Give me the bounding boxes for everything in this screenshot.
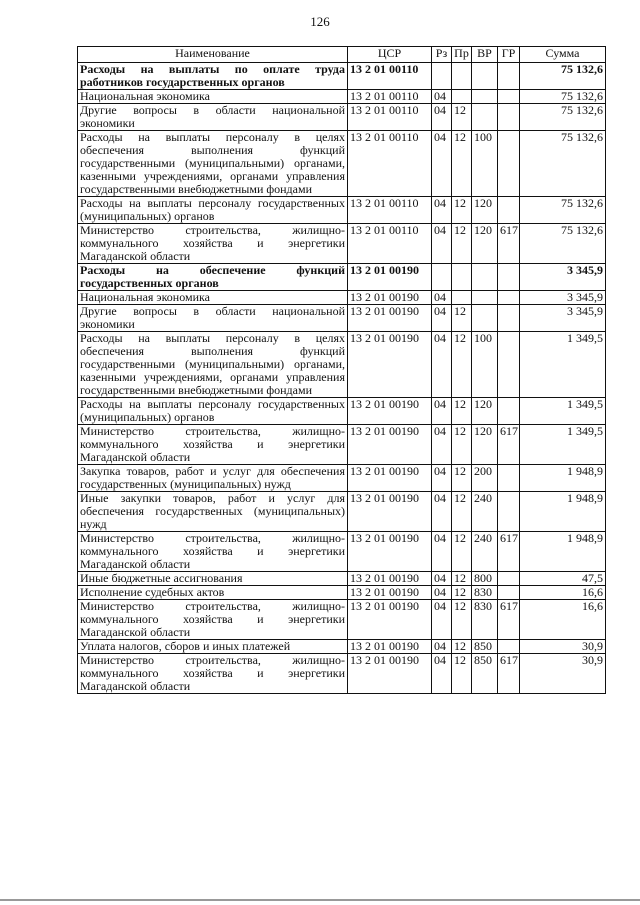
row-pr: 12 [452, 640, 472, 654]
row-gr [498, 572, 520, 586]
row-gr [498, 586, 520, 600]
row-pr: 12 [452, 398, 472, 425]
row-csr: 13 2 01 00110 [348, 90, 432, 104]
row-sum: 3 345,9 [520, 264, 606, 291]
row-vr: 120 [472, 224, 498, 264]
table-header-row [78, 47, 606, 63]
row-pr: 12 [452, 600, 472, 640]
row-vr: 100 [472, 131, 498, 197]
row-csr: 13 2 01 00190 [348, 425, 432, 465]
row-gr [498, 63, 520, 90]
column-header-pr: Пр [452, 47, 472, 63]
row-gr [498, 264, 520, 291]
page-number: 126 [310, 14, 330, 29]
row-rz: 04 [432, 465, 452, 492]
row-pr: 12 [452, 654, 472, 694]
row-csr: 13 2 01 00110 [348, 63, 432, 90]
row-csr: 13 2 01 00110 [348, 197, 432, 224]
column-header-sum: Сумма [520, 47, 606, 63]
table-row [78, 131, 606, 197]
row-name: Расходы на обеспечение функций государственных органов [78, 264, 348, 291]
row-gr [498, 465, 520, 492]
table-row [78, 465, 606, 492]
row-csr: 13 2 01 00190 [348, 640, 432, 654]
column-header-vr: ВР [472, 47, 498, 63]
row-rz: 04 [432, 492, 452, 532]
row-name: Расходы на выплаты персоналу в целях обеспечения выполнения функций государственными (муниципальными) органами, казенными учреждениями, органами управления государственными внебюджетными фондами [78, 131, 348, 197]
row-rz: 04 [432, 90, 452, 104]
row-csr: 13 2 01 00110 [348, 104, 432, 131]
row-name: Министерство строительства, жилищно-коммунального хозяйства и энергетики Магаданской области [78, 654, 348, 694]
row-vr [472, 90, 498, 104]
row-rz: 04 [432, 572, 452, 586]
row-csr: 13 2 01 00190 [348, 654, 432, 694]
table-row [78, 197, 606, 224]
row-name: Национальная экономика [78, 90, 348, 104]
row-name: Иные закупки товаров, работ и услуг для обеспечения государственных (муниципальных) нужд [78, 492, 348, 532]
row-sum: 1 948,9 [520, 465, 606, 492]
row-pr [452, 90, 472, 104]
table-row [78, 104, 606, 131]
row-gr [498, 398, 520, 425]
row-gr [498, 197, 520, 224]
row-name: Расходы на выплаты по оплате труда работников государственных органов [78, 63, 348, 90]
row-name: Министерство строительства, жилищно-коммунального хозяйства и энергетики Магаданской области [78, 425, 348, 465]
row-csr: 13 2 01 00190 [348, 586, 432, 600]
row-pr: 12 [452, 131, 472, 197]
row-gr [498, 305, 520, 332]
row-sum: 1 948,9 [520, 532, 606, 572]
row-sum: 1 948,9 [520, 492, 606, 532]
row-sum: 3 345,9 [520, 305, 606, 332]
row-sum: 47,5 [520, 572, 606, 586]
column-header-gr: ГР [498, 47, 520, 63]
row-gr: 617 [498, 425, 520, 465]
row-rz: 04 [432, 398, 452, 425]
row-sum: 75 132,6 [520, 131, 606, 197]
row-name: Другие вопросы в области национальной экономики [78, 305, 348, 332]
row-pr: 12 [452, 572, 472, 586]
row-csr: 13 2 01 00190 [348, 465, 432, 492]
table-row [78, 90, 606, 104]
row-csr: 13 2 01 00190 [348, 398, 432, 425]
row-vr: 200 [472, 465, 498, 492]
row-vr [472, 63, 498, 90]
row-sum: 30,9 [520, 654, 606, 694]
row-rz: 04 [432, 600, 452, 640]
row-name: Исполнение судебных актов [78, 586, 348, 600]
row-pr [452, 63, 472, 90]
row-csr: 13 2 01 00110 [348, 131, 432, 197]
row-vr [472, 104, 498, 131]
row-rz: 04 [432, 291, 452, 305]
row-csr: 13 2 01 00190 [348, 264, 432, 291]
row-rz: 04 [432, 224, 452, 264]
table-row [78, 586, 606, 600]
table-row [78, 492, 606, 532]
row-sum: 3 345,9 [520, 291, 606, 305]
table-row [78, 600, 606, 640]
row-gr [498, 131, 520, 197]
column-header-csr: ЦСР [348, 47, 432, 63]
row-csr: 13 2 01 00110 [348, 224, 432, 264]
row-gr: 617 [498, 600, 520, 640]
row-name: Другие вопросы в области национальной экономики [78, 104, 348, 131]
row-name: Министерство строительства, жилищно-коммунального хозяйства и энергетики Магаданской области [78, 600, 348, 640]
row-rz: 04 [432, 131, 452, 197]
row-gr: 617 [498, 654, 520, 694]
row-vr: 830 [472, 586, 498, 600]
row-name: Министерство строительства, жилищно-коммунального хозяйства и энергетики Магаданской области [78, 532, 348, 572]
row-pr: 12 [452, 492, 472, 532]
row-sum: 75 132,6 [520, 104, 606, 131]
row-vr [472, 264, 498, 291]
row-vr: 120 [472, 398, 498, 425]
table-row [78, 532, 606, 572]
row-pr [452, 291, 472, 305]
row-rz: 04 [432, 654, 452, 694]
row-rz: 04 [432, 532, 452, 572]
row-vr: 120 [472, 197, 498, 224]
table-row [78, 291, 606, 305]
table-body [78, 63, 606, 694]
row-pr: 12 [452, 197, 472, 224]
row-csr: 13 2 01 00190 [348, 532, 432, 572]
row-sum: 16,6 [520, 600, 606, 640]
row-name: Уплата налогов, сборов и иных платежей [78, 640, 348, 654]
row-sum: 1 349,5 [520, 425, 606, 465]
table-row [78, 332, 606, 398]
row-sum: 16,6 [520, 586, 606, 600]
row-pr: 12 [452, 224, 472, 264]
row-gr [498, 90, 520, 104]
table-row [78, 224, 606, 264]
scan-edge-line [0, 899, 640, 901]
row-pr: 12 [452, 465, 472, 492]
row-pr [452, 264, 472, 291]
row-vr: 240 [472, 532, 498, 572]
table-row [78, 264, 606, 291]
row-csr: 13 2 01 00190 [348, 305, 432, 332]
row-gr [498, 640, 520, 654]
row-sum: 75 132,6 [520, 63, 606, 90]
table-row [78, 640, 606, 654]
row-pr: 12 [452, 425, 472, 465]
row-csr: 13 2 01 00190 [348, 492, 432, 532]
row-pr: 12 [452, 104, 472, 131]
row-sum: 75 132,6 [520, 224, 606, 264]
row-csr: 13 2 01 00190 [348, 332, 432, 398]
table-row [78, 425, 606, 465]
column-header-rz: Рз [432, 47, 452, 63]
table-row [78, 572, 606, 586]
row-sum: 75 132,6 [520, 197, 606, 224]
row-vr: 120 [472, 425, 498, 465]
row-vr: 240 [472, 492, 498, 532]
row-name: Расходы на выплаты персоналу в целях обеспечения выполнения функций государственными (муниципальными) органами, казенными учреждениями, органами управления государственными внебюджетными фондами [78, 332, 348, 398]
row-name: Закупка товаров, работ и услуг для обеспечения государственных (муниципальных) нужд [78, 465, 348, 492]
row-csr: 13 2 01 00190 [348, 600, 432, 640]
row-name: Расходы на выплаты персоналу государственных (муниципальных) органов [78, 398, 348, 425]
row-rz: 04 [432, 640, 452, 654]
row-vr [472, 291, 498, 305]
row-csr: 13 2 01 00190 [348, 291, 432, 305]
row-gr [498, 104, 520, 131]
row-csr: 13 2 01 00190 [348, 572, 432, 586]
row-rz: 04 [432, 425, 452, 465]
row-sum: 1 349,5 [520, 332, 606, 398]
row-name: Министерство строительства, жилищно-коммунального хозяйства и энергетики Магаданской области [78, 224, 348, 264]
row-gr: 617 [498, 532, 520, 572]
row-rz: 04 [432, 586, 452, 600]
row-rz: 04 [432, 305, 452, 332]
row-rz [432, 63, 452, 90]
row-pr: 12 [452, 586, 472, 600]
row-vr: 830 [472, 600, 498, 640]
row-vr [472, 305, 498, 332]
table-row [78, 63, 606, 90]
row-gr [498, 332, 520, 398]
row-vr: 850 [472, 654, 498, 694]
row-gr [498, 492, 520, 532]
row-rz: 04 [432, 197, 452, 224]
row-rz [432, 264, 452, 291]
row-name: Иные бюджетные ассигнования [78, 572, 348, 586]
row-rz: 04 [432, 104, 452, 131]
row-sum: 1 349,5 [520, 398, 606, 425]
row-pr: 12 [452, 332, 472, 398]
table-row [78, 654, 606, 694]
row-gr: 617 [498, 224, 520, 264]
budget-table [77, 46, 606, 694]
table-row [78, 305, 606, 332]
row-vr: 100 [472, 332, 498, 398]
row-pr: 12 [452, 532, 472, 572]
row-rz: 04 [432, 332, 452, 398]
row-name: Расходы на выплаты персоналу государственных (муниципальных) органов [78, 197, 348, 224]
row-gr [498, 291, 520, 305]
row-sum: 30,9 [520, 640, 606, 654]
row-vr: 850 [472, 640, 498, 654]
row-vr: 800 [472, 572, 498, 586]
row-sum: 75 132,6 [520, 90, 606, 104]
table-row [78, 398, 606, 425]
column-header-name: Наименование [78, 47, 348, 63]
row-pr: 12 [452, 305, 472, 332]
row-name: Национальная экономика [78, 291, 348, 305]
